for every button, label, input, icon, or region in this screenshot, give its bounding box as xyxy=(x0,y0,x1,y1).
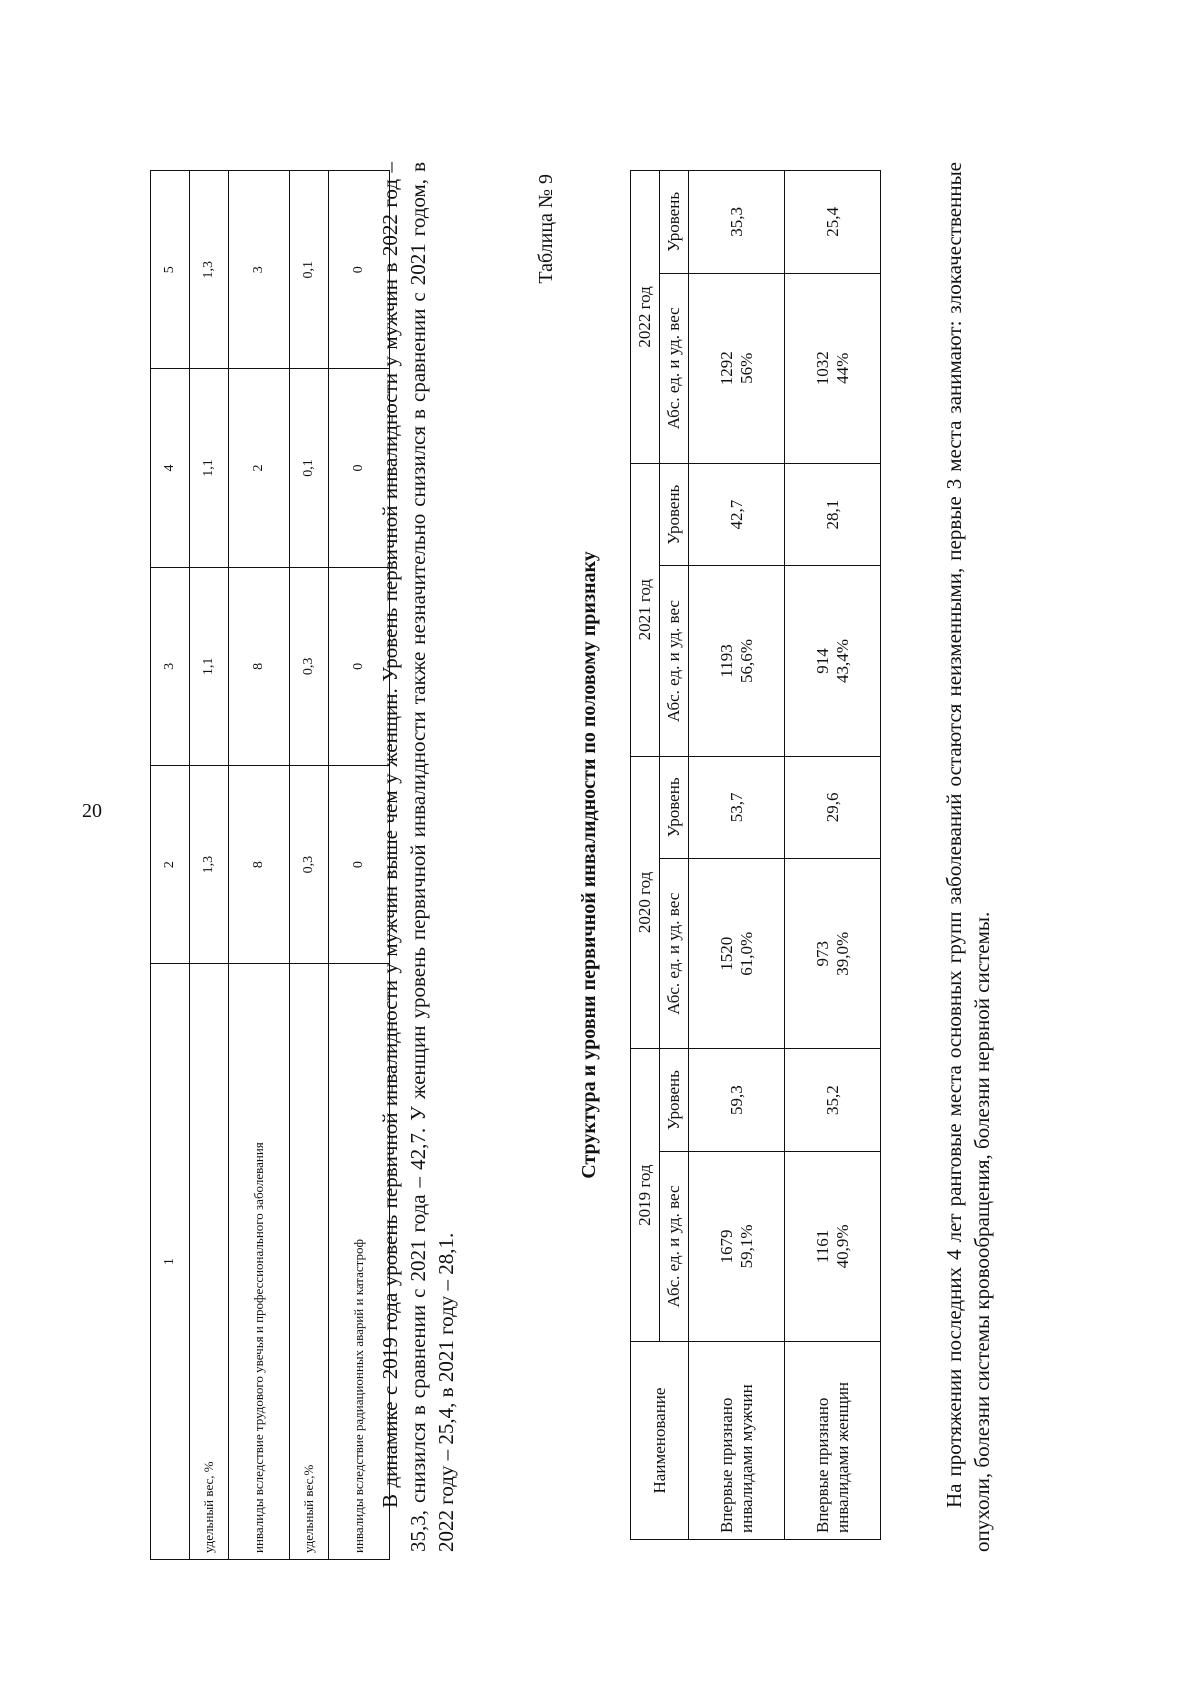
subheader: Абс. ед. и уд. вес xyxy=(660,566,689,756)
cell: 0,1 xyxy=(290,171,329,369)
pct-value: 40,9% xyxy=(832,1224,852,1269)
cell: 8 xyxy=(229,567,290,765)
col-header: 4 xyxy=(151,369,190,567)
row-label: инвалиды вследствие радиационных аварий и катастроф xyxy=(329,964,390,1560)
continuation-table xyxy=(150,170,390,1560)
abs-value: 973 xyxy=(812,940,832,967)
table-subheader-row xyxy=(660,171,689,1540)
pct-value: 44% xyxy=(832,352,852,384)
year-header: 2021 год xyxy=(631,463,660,756)
cell: 1,3 xyxy=(190,171,229,369)
row-label: удельный вес,% xyxy=(290,964,329,1560)
subheader: Абс. ед. и уд. вес xyxy=(660,273,689,463)
col-header: 1 xyxy=(151,964,190,1560)
abs-cell xyxy=(785,1151,881,1341)
abs-cell xyxy=(689,1151,785,1341)
abs-cell xyxy=(689,566,785,756)
cell: 0,3 xyxy=(290,765,329,963)
table-row xyxy=(229,171,290,1560)
cell: 0 xyxy=(329,171,390,369)
table-number: Таблица № 9 xyxy=(535,174,557,284)
level-cell: 35,2 xyxy=(785,1049,881,1152)
gender-structure-table xyxy=(630,170,881,1540)
level-cell: 42,7 xyxy=(689,463,785,566)
cell: 3 xyxy=(229,171,290,369)
row-label: инвалиды вследствие трудового увечья и профессионального заболевания xyxy=(229,964,290,1560)
subheader: Уровень xyxy=(660,1049,689,1152)
col-header: 5 xyxy=(151,171,190,369)
abs-cell xyxy=(689,859,785,1049)
paragraph-text: В динамике с 2019 года уровень первичной инвалидности у мужчин выше чем у женщин. Уровень первичной инвалидности у мужчин в 2022 год – 35,3, снизился в сравнении с 2021 года – 42,7. У женщин уровень первичной инвалидности также незначительно снизился в сравнении с 2021 годом, в 2022 году – 25,4, в 2021 году – 28,1. xyxy=(378,162,458,1552)
table-row xyxy=(689,171,785,1540)
abs-value: 914 xyxy=(812,648,832,674)
level-cell: 29,6 xyxy=(785,756,881,859)
pct-value: 59,1% xyxy=(736,1224,756,1269)
table-row xyxy=(190,171,229,1560)
cell: 0 xyxy=(329,369,390,567)
abs-value: 1679 xyxy=(716,1229,736,1264)
rotated-page-content xyxy=(150,160,1050,1560)
year-header: 2022 год xyxy=(631,171,660,464)
pct-value: 43,4% xyxy=(832,639,852,683)
cell: 0,1 xyxy=(290,369,329,567)
year-header: 2019 год xyxy=(631,1049,660,1342)
abs-cell xyxy=(785,859,881,1049)
page-number: 20 xyxy=(82,800,102,822)
col-header: 2 xyxy=(151,765,190,963)
cell: 1,3 xyxy=(190,765,229,963)
name-header: Наименование xyxy=(631,1342,689,1540)
table-title: Структура и уровни первичной инвалидности по половому признаку xyxy=(578,551,600,1179)
abs-value: 1032 xyxy=(812,351,832,386)
table-header-row xyxy=(151,171,190,1560)
subheader: Абс. ед. и уд. вес xyxy=(660,859,689,1049)
cell: 0,3 xyxy=(290,567,329,765)
cell: 0 xyxy=(329,567,390,765)
dynamics-paragraph xyxy=(376,162,460,1552)
subheader: Абс. ед. и уд. вес xyxy=(660,1151,689,1341)
pct-value: 56% xyxy=(736,352,756,384)
subheader: Уровень xyxy=(660,463,689,566)
pct-value: 39,0% xyxy=(832,931,852,976)
ranking-paragraph xyxy=(940,162,996,1552)
row-label: удельный вес, % xyxy=(190,964,229,1560)
abs-value: 1520 xyxy=(716,936,736,971)
row-name: Впервые признано инвалидами женщин xyxy=(785,1342,881,1540)
table-header-row xyxy=(631,171,660,1540)
abs-cell xyxy=(689,273,785,463)
cell: 2 xyxy=(229,369,290,567)
abs-value: 1161 xyxy=(812,1229,832,1264)
paragraph-text: На протяжении последних 4 лет ранговые места основных групп заболеваний остаются неизменными, первые 3 места занимают: злокачественные опухоли, болезни системы кровообращения, болезни нервной системы. xyxy=(942,162,994,1552)
abs-cell xyxy=(785,566,881,756)
level-cell: 59,3 xyxy=(689,1049,785,1152)
pct-value: 56,6% xyxy=(736,639,756,683)
abs-value: 1193 xyxy=(716,644,736,678)
level-cell: 28,1 xyxy=(785,463,881,566)
year-header: 2020 год xyxy=(631,756,660,1049)
subheader: Уровень xyxy=(660,756,689,859)
cell: 1,1 xyxy=(190,369,229,567)
table-row xyxy=(785,171,881,1540)
row-name: Впервые признано инвалидами мужчин xyxy=(689,1342,785,1540)
col-header: 3 xyxy=(151,567,190,765)
cell: 1,1 xyxy=(190,567,229,765)
abs-value: 1292 xyxy=(716,351,736,386)
level-cell: 25,4 xyxy=(785,171,881,274)
table-row xyxy=(290,171,329,1560)
level-cell: 53,7 xyxy=(689,756,785,859)
level-cell: 35,3 xyxy=(689,171,785,274)
abs-cell xyxy=(785,273,881,463)
cell: 8 xyxy=(229,765,290,963)
pct-value: 61,0% xyxy=(736,931,756,976)
cell: 0 xyxy=(329,765,390,963)
subheader: Уровень xyxy=(660,171,689,274)
